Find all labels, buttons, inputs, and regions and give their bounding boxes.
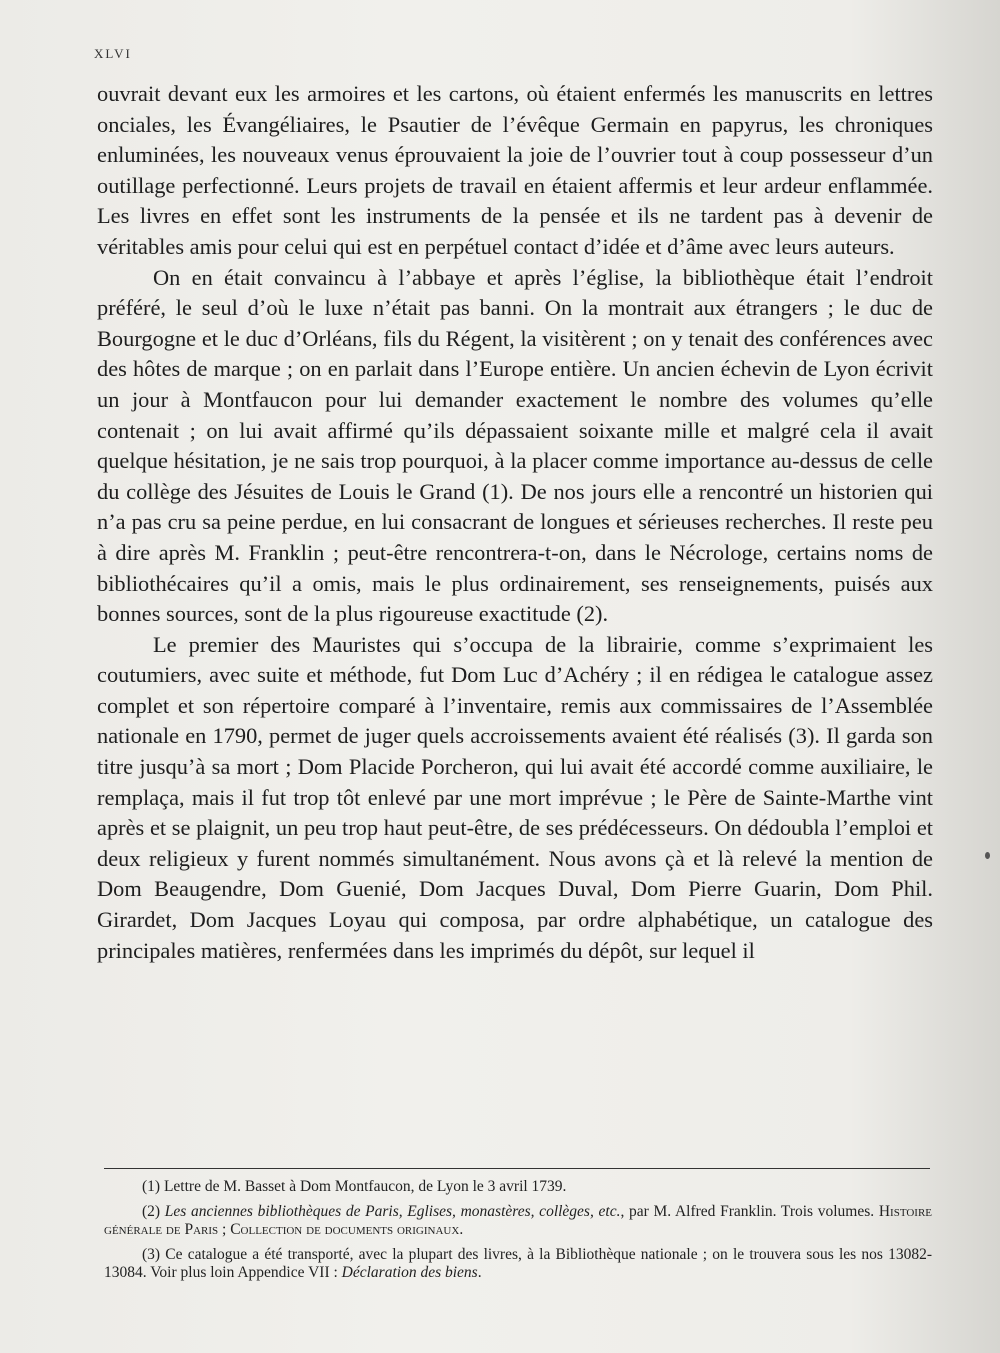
footnote-end: . [477,1264,482,1281]
footnote-end: . [459,1221,464,1238]
footnote-divider [104,1168,930,1169]
footnote-text: , par M. Alfred Franklin. Trois volumes. [620,1202,875,1220]
footnote [104,1178,932,1197]
footnote-number: (3) [142,1245,161,1263]
paragraph: Le premier des Mauristes qui s’occupa de la librairie, comme s’exprimaient les coutumiers, avec suite et méthode, fut Dom Luc d’Achéry ; il en rédigea le catalogue assez complet et son répertoire comparé à l’inventaire, remis aux commissaires de l’Assemblée nationale en 1790, permet de juger quels accroissements avaient été réalisés (3). Il garda son titre jusqu’à sa mort ; Dom Placide Porcheron, qui lui avait été accordé comme auxiliaire, le remplaça, mais il fut trop tôt enlevé par une mort imprévue ; le Père de Sainte-Marthe vint après et se plaignit, un peu trop haut peut-être, de ses prédécesseurs. On dédoubla l’emploi et deux religieux y furent nommés simultanément. Nous avons çà et là relevé la mention de Dom Beaugendre, Dom Guenié, Dom Jacques Duval, Dom Pierre Guarin, Dom Phil. Girardet, Dom Jacques Loyau qui composa, par ordre alphabétique, un catalogue des principales matières, renfermées dans les imprimés du dépôt, sur lequel il [97,631,933,963]
footnote-number: (1) [142,1178,161,1195]
ink-blot [985,852,990,859]
footnote [104,1246,932,1283]
footnote-series: Histoire générale de Paris [104,1202,933,1238]
footnotes [104,1178,932,1289]
footnote-series: Collection de documents originaux [230,1221,460,1238]
footnote-title: Les anciennes bibliothèques de Paris, Eglises, monastères, collèges, etc. [164,1202,621,1220]
body-text [97,79,933,966]
footnote-title: Déclaration des biens [341,1264,478,1281]
paragraph: ouvrait devant eux les armoires et les cartons, où étaient enfermés les manuscrits en lettres onciales, les Évangéliaires, le Psautier de l’évêque Germain en papyrus, les chroniques enluminées, les nouveaux venus éprouvaient la joie de l’ouvrier tout à coup possesseur d’un outillage perfectionné. Leurs projets de travail en étaient affermis et leur ardeur enflammée. Les livres en effet sont les instruments de la pensée et ils ne tardent pas à devenir de véritables amis pour celui qui est en perpétuel contact d’idée et d’âme avec leurs auteurs. [97,81,933,259]
footnote-text: Lettre de M. Basset à Dom Montfaucon, de Lyon le 3 avril 1739. [163,1178,567,1195]
footnote-separator: ; [218,1221,231,1238]
footnote-number: (2) [142,1202,161,1220]
paragraph: On en était convaincu à l’abbaye et après l’église, la bibliothèque était l’endroit préféré, le seul d’où le luxe n’était pas banni. On la montrait aux étrangers ; le duc de Bourgogne et le duc d’Orléans, fils du Régent, la visitèrent ; on y tenait des conférences avec des hôtes de marque ; on en parlait dans l’Europe entière. Un ancien échevin de Lyon écrivit un jour à Montfaucon pour lui demander exactement le nombre des volumes qu’elle contenait ; on lui avait affirmé qu’ils dépassaient soixante mille et malgré cela il avait quelque hésitation, je ne sais trop pourquoi, à la placer comme importance au-dessus de celle du collège des Jésuites de Louis le Grand (1). De nos jours elle a rencontré un historien qui n’a pas cru sa peine perdue, en lui consacrant de longues et sérieuses recherches. Il reste peu à dire après M. Franklin ; peut-être rencontrera-t-on, dans le Nécrologe, certains noms de bibliothécaires qu’il a omis, mais le plus ordinairement, ses renseignements, puisés aux bonnes sources, sont de la plus rigoureuse exactitude (2). [97,264,933,627]
footnote-text: Ce catalogue a été transporté, avec la plupart des livres, à la Bibliothèque nationale ; on le trouvera sous les nos 13082-13084. Voir plus loin Appendice VII : [104,1245,933,1281]
footnote [104,1203,932,1240]
page-number: XLVI [94,46,132,61]
